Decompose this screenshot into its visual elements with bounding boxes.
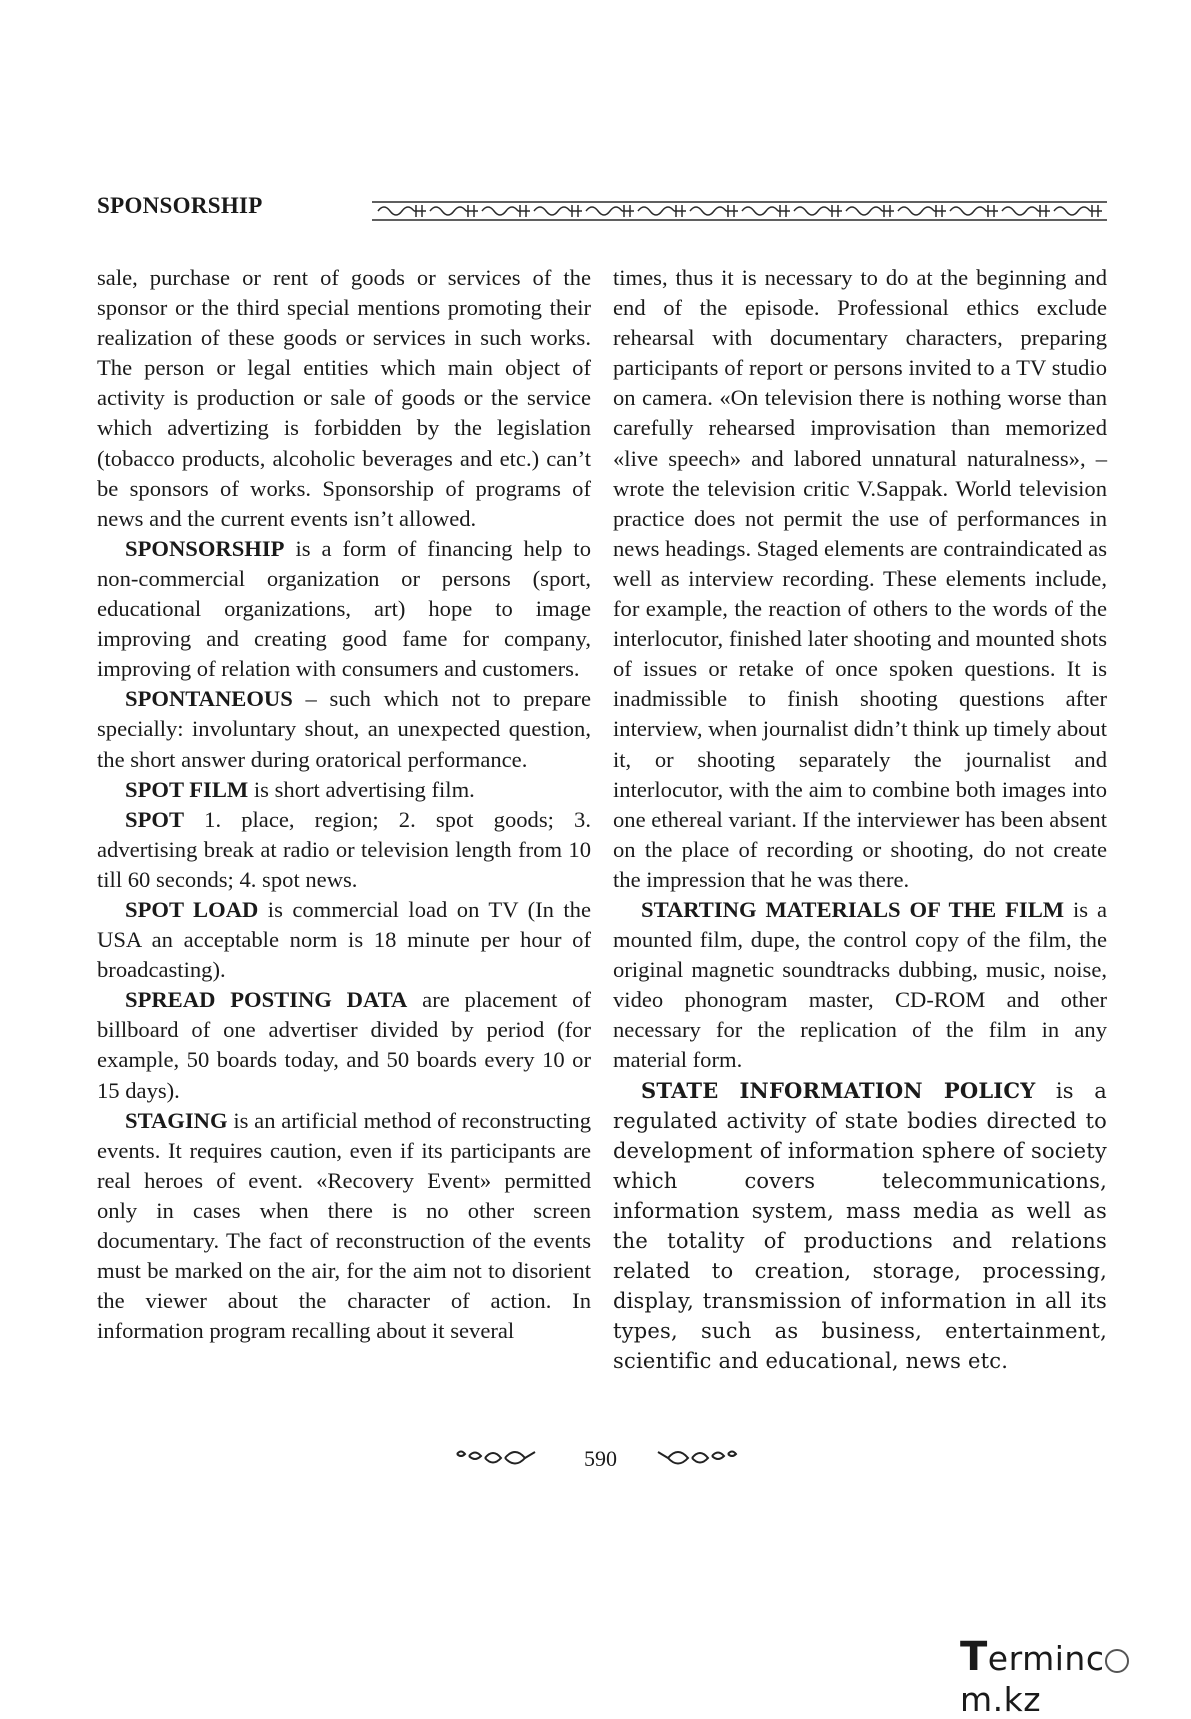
section-title: SPONSORSHIP [97, 193, 263, 218]
entry-term: SPONSORSHIP [125, 535, 285, 561]
entry-term: SPOT LOAD [125, 896, 259, 922]
entry-spontaneous: SPONTANEOUS – such which not to prepare specially: involuntary shout, an unexpected question, the short answer during oratorical performance. [97, 686, 591, 772]
left-column [97, 263, 591, 1346]
entry-spot-film: SPOT FILM is short advertising film. [125, 776, 475, 802]
right-column [613, 263, 1107, 1376]
entry-spread-posting-data: SPREAD POSTING DATA are placement of billboard of one advertiser divided by period (for example, 50 boards today, and 50 boards every 10 or 15 days). [97, 987, 592, 1103]
entry-state-information-policy: STATE INFORMATION POLICY is a regulated activity of state bodies directed to development of information sphere of society which covers telecommunications, information system, mass media as well as the totality of productions and relations related to creation, storage, processing, display, transmission of information in all its types, such as business, entertainment, scientific and educational, news etc. [613, 1077, 1107, 1374]
watermark-logo: Termincm.kz [960, 1634, 1191, 1678]
footer-ornament-left [455, 1446, 537, 1470]
page-number: 590 [584, 1446, 617, 1471]
entry-term: STAGING [125, 1107, 228, 1133]
entry-spot-load: SPOT LOAD is commercial load on TV (In the USA an acceptable norm is 18 minute per hour of broadcasting). [97, 896, 591, 983]
entry-continuation: times, thus it is necessary to do at the beginning and end of the episode. Professional ethics exclude rehearsal with documentary characters, preparing participants of report or persons invited to a TV studio on camera. «On television there is nothing worse than carefully rehearsed improvisation than memorized «live speech» and labored unnatural naturalness», – wrote the television critic V.Sappak. World television practice does not permit the use of performances in news headings. Staged elements are contraindicated as well as interview recording. These elements include, for example, the reaction of others to the words of the interlocutor, finished later shooting and mounted shots of issues or retake of once spoken questions. It is inadmissible to finish shooting questions after interview, when journalist didn’t think up timely about it, or shooting separately the journalist and interlocutor, with the aim to combine both images into one ethereal variant. If the interviewer has been absent on the place of recording or shooting, do not create the impression that he was there. [613, 265, 1107, 892]
entry-sponsorship: SPONSORSHIP is a form of financing help to non-commercial organization or persons (sport, educational organizations, art) hope to image improving and creating good fame for company, improving of relation with consumers and customers. [97, 535, 591, 682]
entry-staging: STAGING is an artificial method of reconstructing events. It requires caution, even if its participants are real heroes of event. «Recovery Event» permitted only in cases when there is no other screen documentary. The fact of reconstruction of the events must be marked on the air, for the aim not to disorient the viewer about the character of action. In information program recalling about it several [97, 1107, 591, 1344]
footer-ornament-right [656, 1446, 738, 1470]
entry-term: SPOT FILM [125, 776, 249, 802]
entry-spot: SPOT 1. place, region; 2. spot goods; 3. advertising break at radio or television length from 10 till 60 seconds; 4. spot news. [97, 806, 591, 892]
entry-term: STARTING MATERIALS OF THE FILM [641, 896, 1065, 922]
entry-term: SPREAD POSTING DATA [125, 987, 408, 1013]
entry-starting-materials: STARTING MATERIALS OF THE FILM is a mounted film, dupe, the control copy of the film, the original magnetic soundtracks dubbing, music, noise, video phonogram master, CD-ROM and other necessary for the replication of the film in any material form. [613, 896, 1107, 1073]
header-ornament [372, 198, 1107, 224]
magnifier-icon [1105, 1649, 1129, 1673]
entry-term: STATE INFORMATION POLICY [641, 1077, 1036, 1103]
entry-continuation: sale, purchase or rent of goods or services of the sponsor or the third special mentions promoting their realization of these goods or services in such works. The person or legal entities which main object of activity is production or sale of goods or the service which advertizing is forbidden by the legislation (tobacco products, alcoholic beverages and etc.) can’t be sponsors of works. Sponsorship of programs of news and the current events isn’t allowed. [97, 265, 591, 531]
entry-term: SPOT [125, 806, 185, 832]
entry-term: SPONTANEOUS [125, 686, 293, 712]
